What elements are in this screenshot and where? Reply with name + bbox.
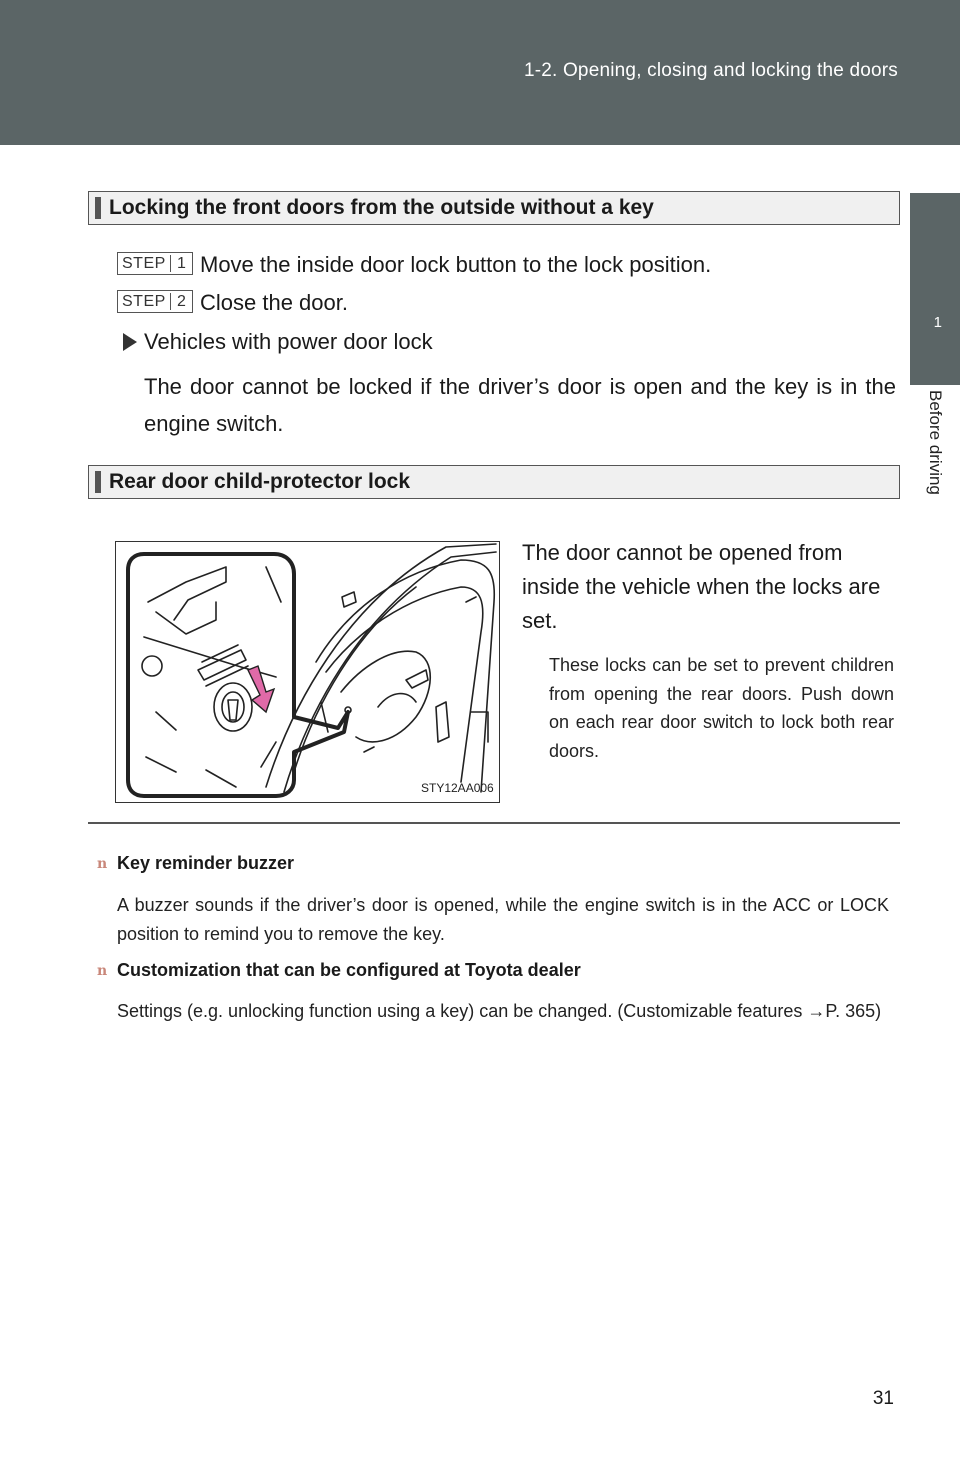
step-badge-2	[117, 290, 193, 313]
chapter-number: 1	[933, 314, 942, 331]
triangle-bullet-icon	[123, 333, 137, 351]
header-breadcrumb: 1-2. Opening, closing and locking the doors	[523, 60, 898, 81]
heading-marker	[95, 197, 101, 219]
section-title: Rear door child-protector lock	[109, 470, 411, 493]
step-badge-1	[117, 252, 193, 275]
note-body-customization: Settings (e.g. unlocking function using a key) can be changed. (Customizable features →P. 365)	[117, 1001, 882, 1021]
step-number: 1	[170, 255, 192, 272]
step-word: STEP	[122, 255, 166, 272]
step-2-text: Close the door.	[200, 290, 348, 315]
note-bullet-icon: n	[97, 963, 108, 979]
chapter-label: Before driving	[926, 390, 945, 495]
chapter-tab	[910, 193, 960, 385]
note-bullet-icon: n	[97, 856, 108, 872]
note-body-key-reminder: A buzzer sounds if the driver’s door is opened, while the engine switch is in the ACC or LOCK position to remind you to remove the key.	[117, 895, 889, 944]
section-heading-locking	[88, 191, 900, 225]
chapter-label-container	[915, 390, 955, 540]
step-number: 2	[170, 293, 192, 310]
heading-marker	[95, 471, 101, 493]
step-1-text: Move the inside door lock button to the lock position.	[200, 252, 712, 277]
note-title-customization: Customization that can be configured at Toyota dealer	[117, 960, 581, 980]
header-bar	[0, 0, 960, 145]
door-child-lock-illustration	[115, 541, 500, 803]
section-heading-child-lock	[88, 465, 900, 499]
vehicle-variant-label: Vehicles with power door lock	[144, 329, 433, 354]
illustration-code: STY12AA006	[421, 781, 494, 795]
note-title-key-reminder: Key reminder buzzer	[117, 853, 295, 873]
step-word: STEP	[122, 293, 166, 310]
page-number: 31	[872, 1388, 894, 1409]
illustration-drawing	[116, 542, 500, 803]
vehicle-variant-note: The door cannot be locked if the driver’s door is open and the key is in the engine switch.	[144, 374, 896, 436]
child-lock-intro: The door cannot be opened from inside the vehicle when the locks are set.	[522, 540, 881, 633]
child-lock-detail: These locks can be set to prevent children from opening the rear doors. Push down on each rear door switch to lock both rear doors.	[549, 655, 894, 762]
section-title: Locking the front doors from the outside without a key	[109, 196, 654, 219]
section-divider	[88, 822, 900, 824]
